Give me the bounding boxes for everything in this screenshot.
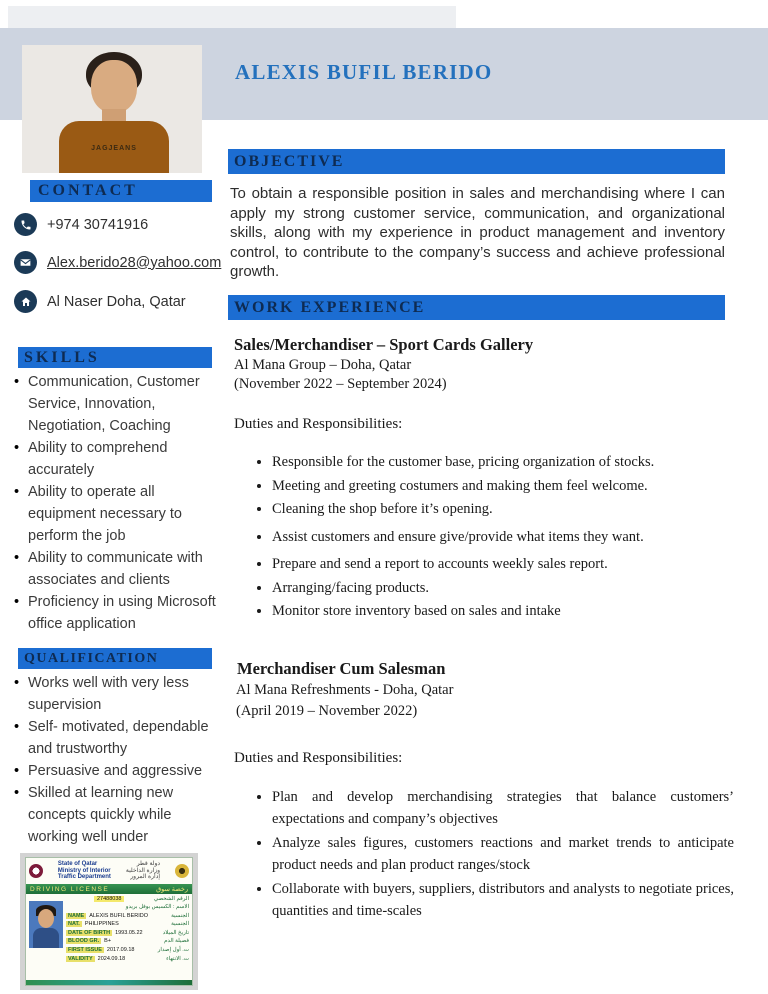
license-field-label: VALIDITY bbox=[68, 955, 93, 962]
license-field-label-arabic: ت. الانتهاء bbox=[166, 955, 189, 962]
license-field-value: ALEXIS BUFIL BERIDO bbox=[89, 912, 148, 919]
contact-location-row bbox=[14, 290, 186, 313]
page-title: ALEXIS BUFIL BERIDO bbox=[235, 60, 493, 84]
phone-icon bbox=[14, 213, 37, 236]
license-field-label: FIRST ISSUE bbox=[68, 946, 102, 953]
license-field-row bbox=[66, 947, 189, 953]
license-country: State of Qatar bbox=[57, 861, 98, 868]
license-field-label-arabic: الجنسية bbox=[171, 921, 189, 928]
license-field-label: DATE OF BIRTH bbox=[68, 929, 111, 936]
skills-list bbox=[14, 371, 216, 635]
license-title-arabic: رخصة سوق bbox=[156, 886, 188, 893]
job-period: (November 2022 – September 2024) bbox=[234, 376, 447, 392]
duty-item: • Monitor store inventory based on sales and intake bbox=[272, 601, 734, 623]
license-name-arabic: الاسم : الكسيس بوفل بريدو bbox=[125, 904, 189, 910]
qualification-item: • Persuasive and aggressive bbox=[14, 760, 216, 782]
job-company: Al Mana Group – Doha, Qatar bbox=[234, 357, 412, 373]
license-title-band bbox=[26, 884, 192, 894]
license-field-label: NAT. bbox=[68, 921, 80, 928]
license-field-value: 2017.09.18 bbox=[106, 946, 135, 953]
driving-license-image bbox=[20, 853, 198, 990]
contact-email-row bbox=[14, 251, 221, 274]
license-field-row bbox=[66, 913, 189, 919]
objective-text: To obtain a responsible position in sales and merchandising where I can apply my strong customer service, communication, and organizational skills, along with my experience in product management and inventory control, to contribute to the company’s success and achieve professional growth. bbox=[230, 185, 725, 280]
license-field-value: PHILIPPINES bbox=[84, 921, 119, 928]
license-field-row bbox=[66, 930, 189, 936]
email-link[interactable]: Alex.berido28@yahoo.com bbox=[47, 254, 222, 271]
duties-label: Duties and Responsibilities: bbox=[234, 416, 403, 432]
job-title: Merchandiser Cum Salesman bbox=[237, 659, 446, 678]
contact-phone-row bbox=[14, 213, 148, 236]
duties-list bbox=[258, 787, 734, 925]
skill-item: • Ability to comprehend accurately bbox=[14, 437, 216, 481]
gold-seal-icon bbox=[175, 864, 189, 878]
license-authority-text-arabic: دولة قطر وزارة الداخلية إدارة المرور bbox=[125, 861, 161, 881]
duty-item: • Responsible for the customer base, pricing organization of stocks. bbox=[272, 452, 734, 474]
license-number-label-arabic: الرقم الشخصي bbox=[153, 896, 189, 902]
profile-photo bbox=[22, 45, 202, 173]
license-fields bbox=[65, 895, 190, 979]
duty-item: • Plan and develop merchandising strategies that balance customers’ expectations and company’s objectives bbox=[272, 787, 734, 830]
license-ministry: Ministry of Interior bbox=[57, 867, 111, 874]
license-field-label-arabic: الجنسية bbox=[171, 912, 189, 919]
duty-item: • Arranging/facing products. bbox=[272, 578, 734, 600]
job-company: Al Mana Refreshments - Doha, Qatar bbox=[236, 682, 454, 698]
duty-item: • Cleaning the shop before it’s opening. bbox=[272, 499, 734, 521]
license-field-label-arabic: فصيلة الدم bbox=[164, 938, 189, 945]
qualification-item: • Skilled at learning new concepts quickly while working well under bbox=[14, 782, 216, 848]
photo-shirt bbox=[59, 121, 169, 173]
location-text: Al Naser Doha, Qatar bbox=[47, 293, 186, 310]
objective-section-title: OBJECTIVE bbox=[228, 149, 725, 174]
skill-item: • Ability to communicate with associates and clients bbox=[14, 547, 216, 591]
duty-item: • Meeting and greeting costumers and making them feel welcome. bbox=[272, 476, 734, 498]
license-field-row bbox=[66, 921, 189, 927]
license-field-value: 1993.05.22 bbox=[115, 929, 143, 936]
skills-section-title: SKILLS bbox=[18, 347, 212, 368]
license-field-label: BLOOD GR. bbox=[68, 938, 100, 945]
license-body bbox=[26, 894, 192, 980]
phone-number: +974 30741916 bbox=[47, 216, 149, 233]
duties-label: Duties and Responsibilities: bbox=[234, 750, 403, 766]
location-home-icon bbox=[14, 290, 37, 313]
top-gray-strip bbox=[8, 6, 456, 30]
photo-shirt-text: JAGJEANS bbox=[91, 145, 137, 152]
skill-item: • Ability to operate all equipment necessary to perform the job bbox=[14, 481, 216, 547]
license-photo bbox=[29, 901, 63, 948]
duty-item: • Analyze sales figures, customers reactions and market trends to anticipate product needs and plan product ranges/stock bbox=[272, 833, 734, 876]
qualification-list bbox=[14, 672, 216, 848]
qualification-section-title: QUALIFICATION bbox=[18, 648, 212, 669]
qualification-item: • Works well with very less supervision bbox=[14, 672, 216, 716]
license-field-value: 2024.09.18 bbox=[97, 955, 126, 962]
license-field-value: B+ bbox=[104, 938, 112, 945]
license-field-label-arabic: ت. أول إصدار bbox=[157, 946, 189, 953]
qualification-item: • Self- motivated, dependable and trustworthy bbox=[14, 716, 216, 760]
duties-list bbox=[258, 452, 734, 625]
job-period: (April 2019 – November 2022) bbox=[236, 703, 418, 719]
job-title: Sales/Merchandiser – Sport Cards Gallery bbox=[234, 335, 534, 354]
license-field-row bbox=[66, 956, 189, 962]
license-card bbox=[25, 857, 193, 986]
qatar-emblem-icon bbox=[29, 864, 43, 878]
photo-face bbox=[91, 60, 137, 113]
license-field-label-arabic: تاريخ الميلاد bbox=[162, 929, 189, 936]
license-authority-text bbox=[58, 861, 111, 881]
license-department: Traffic Department bbox=[57, 874, 111, 881]
duty-item: • Prepare and send a report to accounts weekly sales report. bbox=[272, 554, 734, 576]
license-bottom-strip bbox=[26, 980, 192, 985]
license-field-row bbox=[66, 938, 189, 944]
license-number: 27488038 bbox=[94, 896, 124, 902]
license-field-label: NAME bbox=[68, 912, 85, 919]
work-experience-section-title: WORK EXPERIENCE bbox=[228, 295, 725, 320]
license-field-list bbox=[66, 913, 189, 962]
license-title: DRIVING LICENSE bbox=[30, 885, 110, 893]
duty-item: • Collaborate with buyers, suppliers, distributors and analysts to negotiate prices, quantities and time-scales bbox=[272, 879, 734, 922]
license-header bbox=[26, 858, 192, 884]
skill-item: • Communication, Customer Service, Innovation, Negotiation, Coaching bbox=[14, 371, 216, 437]
duty-item: • Assist customers and ensure give/provide what items they want. bbox=[272, 527, 734, 549]
email-icon bbox=[14, 251, 37, 274]
skill-item: • Proficiency in using Microsoft office application bbox=[14, 591, 216, 635]
contact-section-title: CONTACT bbox=[30, 180, 212, 202]
